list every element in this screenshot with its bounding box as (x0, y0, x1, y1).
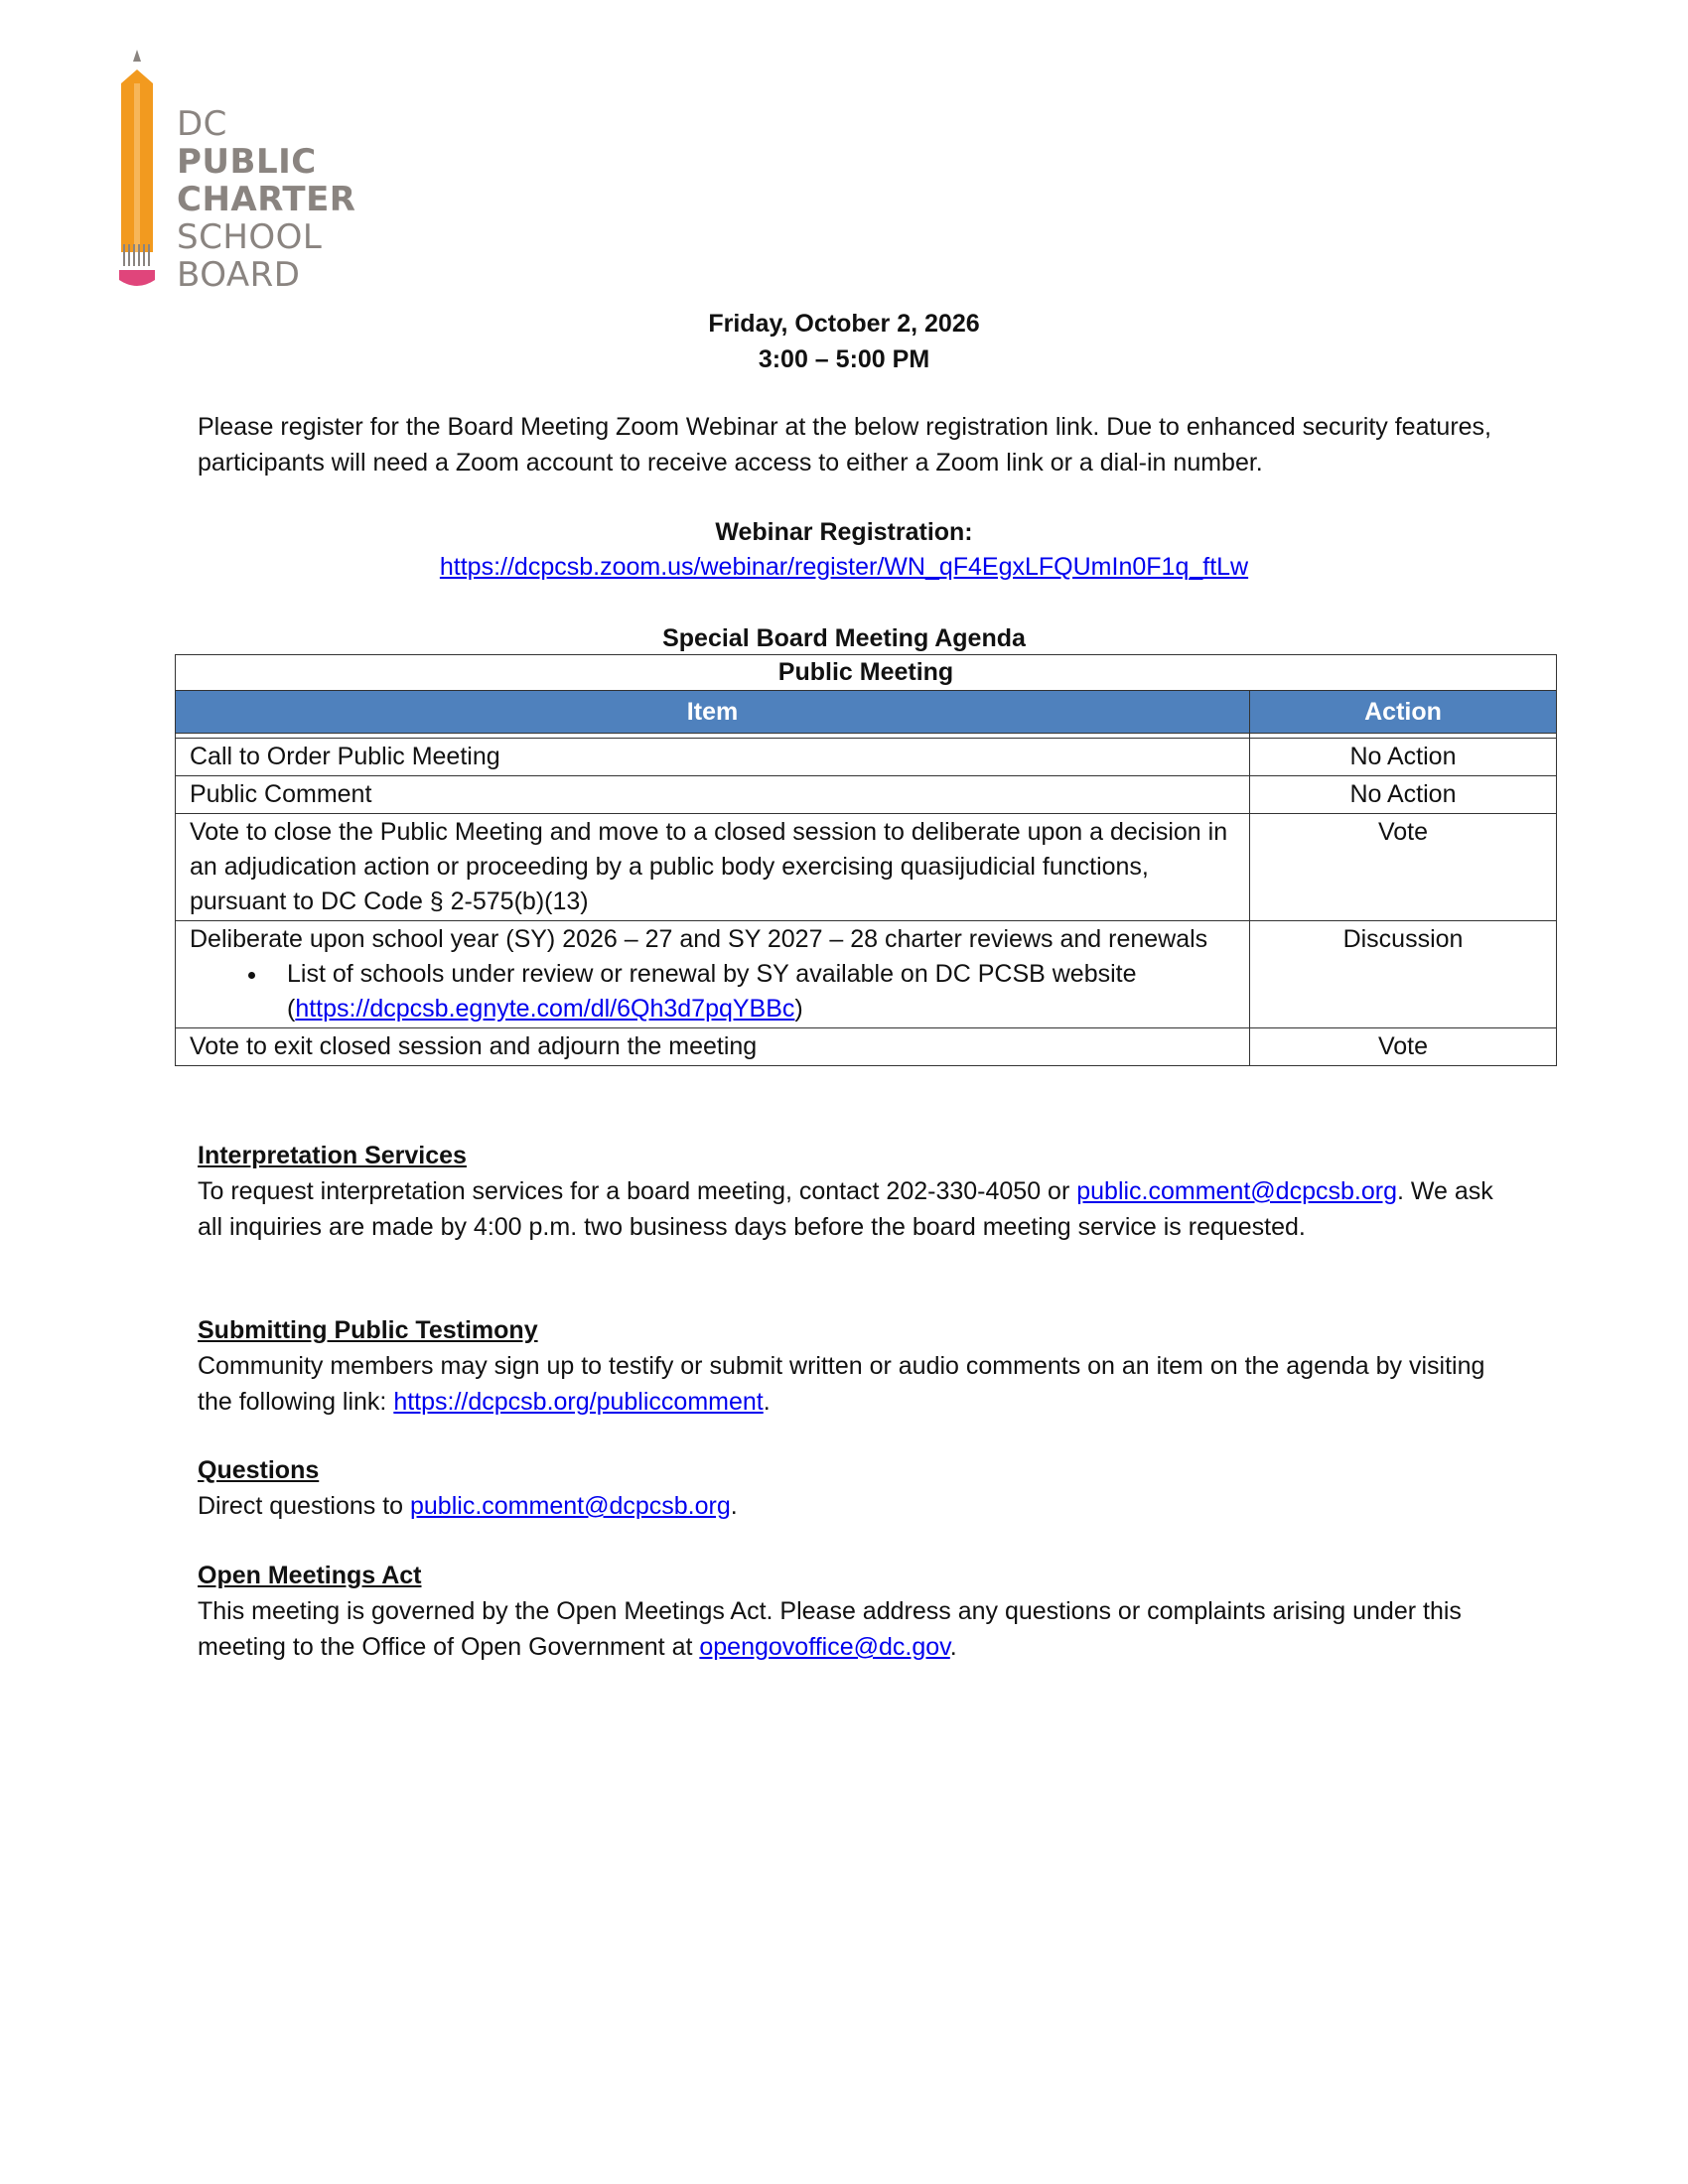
table-row (176, 814, 1557, 921)
agenda-item-cell (176, 921, 1250, 1028)
agenda-section-row (176, 655, 1557, 691)
column-header-item: Item (176, 691, 1250, 734)
pencil-logo-icon (117, 50, 157, 298)
agenda-header-row (176, 691, 1557, 734)
questions-heading: Questions (198, 1456, 320, 1484)
egnyte-link[interactable]: https://dcpcsb.egnyte.com/dl/6Qh3d7pqYBBc (295, 995, 795, 1023)
agenda-item-bullets (190, 957, 1235, 1026)
registration-heading: Webinar Registration: (715, 518, 973, 546)
interpretation-text-2: . We ask all inquiries are made by 4:00 p.m. two business days before the board meeting service is requested. (198, 1177, 1493, 1241)
public-comment-link[interactable]: https://dcpcsb.org/publiccomment (393, 1388, 764, 1416)
oma-text-2: . (949, 1633, 957, 1661)
table-row (176, 739, 1557, 776)
testimony-text (198, 1348, 1518, 1420)
agenda-action: Vote (1250, 1028, 1557, 1066)
oma-heading: Open Meetings Act (198, 1562, 422, 1589)
meeting-date: Friday, October 2, 2026 (708, 310, 980, 338)
agenda-table (175, 654, 1557, 1066)
agenda-title: Special Board Meeting Agenda (662, 624, 1026, 652)
registration-link-line (0, 549, 1688, 585)
interpretation-heading: Interpretation Services (198, 1142, 467, 1169)
testimony-text-2: . (763, 1388, 771, 1416)
interpretation-text (198, 1173, 1518, 1245)
list-item (269, 957, 1235, 1026)
interpretation-section (198, 1138, 1518, 1245)
interpretation-text-1: To request interpretation services for a board meeting, contact 202-330-4050 or (198, 1177, 1077, 1205)
table-row (176, 1028, 1557, 1066)
registration-link[interactable]: https://dcpcsb.zoom.us/webinar/register/WN_qF4EgxLFQUmIn0F1q_ftLw (439, 553, 1249, 581)
column-header-action: Action (1250, 691, 1557, 734)
oma-section (198, 1558, 1518, 1665)
meeting-time: 3:00 – 5:00 PM (758, 345, 930, 373)
testimony-text-1: Community members may sign up to testify or submit written or audio comments on an item on the agenda by visiting the following link: (198, 1352, 1485, 1416)
agenda-section-label: Public Meeting (176, 655, 1557, 691)
bullet-text: List of schools under review or renewal by SY available on DC PCSB website (287, 960, 1137, 988)
logo-line-dc: DC (177, 104, 227, 144)
agenda-action: No Action (1250, 739, 1557, 776)
logo-line-public: PUBLIC (177, 142, 317, 182)
questions-text (198, 1488, 1518, 1524)
interpretation-email-link[interactable]: public.comment@dcpcsb.org (1076, 1177, 1397, 1205)
logo-line-charter: CHARTER (177, 180, 356, 219)
bullet-paren-close: ) (794, 995, 803, 1023)
agenda-item: Call to Order Public Meeting (176, 739, 1250, 776)
testimony-heading: Submitting Public Testimony (198, 1316, 538, 1344)
agenda-action: Discussion (1250, 921, 1557, 1028)
questions-email-link[interactable]: public.comment@dcpcsb.org (410, 1492, 731, 1520)
intro-paragraph: Please register for the Board Meeting Zoom Webinar at the below registration link. Due to enhanced security features, participants will need a Zoom account to receive access to either a Zoom link or a dial-in number. (198, 413, 1492, 477)
agenda-item: Vote to close the Public Meeting and move to a closed session to deliberate upon a decision in an adjudication action or proceeding by a public body exercising quasijudicial functions, pursuant to DC Code § 2-575(b)(13) (176, 814, 1250, 921)
questions-text-2: . (730, 1492, 738, 1520)
agenda-action: No Action (1250, 776, 1557, 814)
questions-section (198, 1452, 1518, 1524)
opengov-email-link[interactable]: opengovoffice@dc.gov (699, 1633, 950, 1661)
dc-pcsb-logo (117, 50, 375, 298)
table-row (176, 921, 1557, 1028)
logo-line-board: BOARD (177, 255, 301, 295)
agenda-item: Deliberate upon school year (SY) 2026 – 27 and SY 2027 – 28 charter reviews and renewals (190, 925, 1208, 953)
agenda-item: Vote to exit closed session and adjourn the meeting (176, 1028, 1250, 1066)
logo-line-school: SCHOOL (177, 217, 323, 257)
questions-text-1: Direct questions to (198, 1492, 410, 1520)
agenda-action: Vote (1250, 814, 1557, 921)
oma-text-1: This meeting is governed by the Open Meetings Act. Please address any questions or complaints arising under this meeting to the Office of Open Government at (198, 1597, 1462, 1661)
meeting-datetime (0, 306, 1688, 377)
bullet-paren-open: ( (287, 995, 296, 1023)
oma-text (198, 1593, 1518, 1665)
table-row (176, 776, 1557, 814)
testimony-section (198, 1312, 1518, 1420)
agenda-item: Public Comment (176, 776, 1250, 814)
logo-wordmark (177, 105, 355, 294)
